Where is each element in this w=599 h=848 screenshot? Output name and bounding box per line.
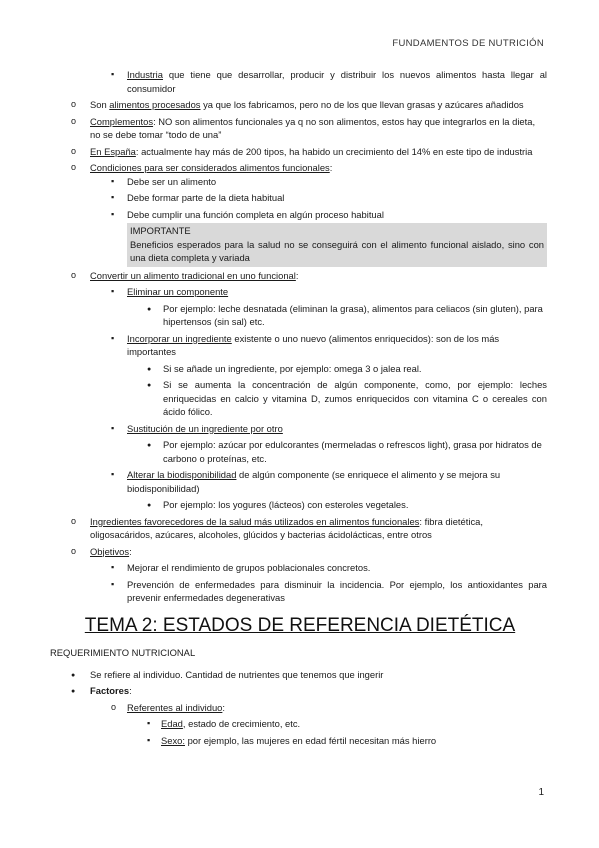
dot-bullet-icon: ● bbox=[147, 365, 152, 373]
list-item: ▪ Edad, estado de crecimiento, etc. bbox=[147, 718, 301, 729]
dot-bullet-icon: ● bbox=[147, 502, 152, 509]
square-bullet-icon: ▪ bbox=[111, 286, 115, 296]
list-item: o Ingredientes favorecedores de la salud más utilizados en alimentos funcionales: fibra dietética, oligosacáridos, azúcares, alcoholes, glúcidos y bacterias ácidolácticas, entre otros bbox=[71, 515, 483, 540]
square-bullet-icon: ▪ bbox=[111, 332, 115, 343]
list-item: ● Se refiere al individuo. Cantidad de nutrientes que tenemos que ingerir bbox=[53, 668, 547, 682]
list-item: o Convertir un alimento tradicional en uno funcional: bbox=[71, 269, 299, 281]
square-bullet-icon: ▪ bbox=[111, 469, 115, 479]
list-item: ● Por ejemplo: leche desnatada (eliminan la grasa), alimentos para celiacos (sin gluten), para hipertensos (sin sal) etc. bbox=[147, 302, 543, 327]
subsection-heading: REQUERIMIENTO NUTRICIONAL bbox=[50, 646, 196, 658]
square-bullet-icon: ▪ bbox=[111, 422, 115, 433]
importante-text: Beneficios esperados para la salud no se conseguirá con el alimento funcional aislado, sino con una dieta completa y variada bbox=[130, 238, 544, 263]
list-item: o Referentes al individuo: bbox=[111, 701, 225, 713]
page-content bbox=[50, 68, 547, 747]
dot-bullet-icon: ● bbox=[147, 305, 152, 313]
list-item: o Son alimentos procesados ya que los fabricamos, pero no de los que llevan grasas y azúcares añadidos bbox=[71, 99, 524, 110]
section-title: TEMA 2: ESTADOS DE REFERENCIA DIETÉTICA bbox=[84, 614, 516, 636]
importante-title: IMPORTANTE bbox=[130, 225, 191, 236]
dot-bullet-icon: ● bbox=[147, 382, 152, 389]
square-bullet-icon: ▪ bbox=[111, 69, 115, 79]
list-item: ▪ Debe formar parte de la dieta habitual bbox=[111, 192, 285, 203]
square-bullet-icon: ▪ bbox=[147, 734, 151, 745]
list-item: ● Si se aumenta la concentración de algún componente, como, por ejemplo: leches enriquecidas en calcio y vitamina D, zumos enriquecidos con vitamina C o cereales con ácido fólico. bbox=[147, 379, 547, 417]
circle-bullet-icon: o bbox=[111, 701, 117, 712]
list-item: o En España: actualmente hay más de 200 tipos, ha habido un crecimiento del 14% en este tipo de industria bbox=[71, 145, 533, 157]
list-item: o Objetivos: bbox=[71, 545, 132, 557]
list-item: ▪ Alterar la biodisponibilidad de algún componente (se enriquece el alimento y se mejora su biodisponibilidad) bbox=[111, 469, 501, 494]
list-item: ● Por ejemplo: los yogures (lácteos) con esteroles vegetales. bbox=[53, 498, 547, 512]
circle-bullet-icon: o bbox=[71, 162, 77, 172]
list-item: ▪ Eliminar un componente bbox=[111, 286, 229, 297]
dot-bullet-icon: ● bbox=[71, 671, 76, 679]
list-item: ● Si se añade un ingrediente, por ejemplo: omega 3 o jalea real. bbox=[53, 362, 547, 376]
square-bullet-icon: ▪ bbox=[111, 562, 115, 572]
list-item: ▪ Incorporar un ingrediente existente o uno nuevo (alimentos enriquecidos): son de los más importantes bbox=[111, 332, 500, 357]
circle-bullet-icon: o bbox=[71, 515, 77, 526]
circle-bullet-icon: o bbox=[71, 99, 77, 109]
square-bullet-icon: ▪ bbox=[111, 175, 115, 186]
list-item: ▪ Industria que tiene que desarrollar, producir y distribuir los nuevos alimentos hasta llegar al consumidor bbox=[111, 69, 547, 94]
circle-bullet-icon: o bbox=[71, 115, 77, 126]
square-bullet-icon: ▪ bbox=[111, 192, 115, 202]
list-item: ▪ Debe cumplir una función completa en algún proceso habitual bbox=[111, 208, 384, 220]
running-header: FUNDAMENTOS DE NUTRICIÓN bbox=[392, 38, 544, 49]
list-item: ● Factores: bbox=[53, 684, 547, 698]
list-item: ▪ Prevención de enfermedades para disminuir la incidencia. Por ejemplo, los antioxidantes para prevenir enfermedades degenerativas bbox=[111, 578, 547, 603]
importante-box bbox=[127, 223, 547, 267]
dot-bullet-icon: ● bbox=[71, 688, 76, 695]
dot-bullet-icon: ● bbox=[147, 442, 152, 449]
circle-bullet-icon: o bbox=[71, 145, 77, 156]
square-bullet-icon: ▪ bbox=[111, 578, 115, 589]
list-item: ● Por ejemplo: azúcar por edulcorantes (mermeladas o refrescos light), grasa por hidratos de carbono o proteínas, etc. bbox=[147, 439, 542, 464]
list-item: ▪ Sexo: por ejemplo, las mujeres en edad fértil necesitan más hierro bbox=[147, 734, 437, 746]
list-item: o Condiciones para ser considerados alimentos funcionales: bbox=[71, 162, 333, 173]
square-bullet-icon: ▪ bbox=[147, 718, 151, 728]
page-number: 1 bbox=[538, 787, 544, 798]
list-item: o Complementos: NO son alimentos funcionales ya q no son alimentos, estos hay que integrarlos en la dieta, no se debe tomar “todo de una” bbox=[71, 115, 536, 140]
circle-bullet-icon: o bbox=[71, 545, 77, 556]
list-item: ▪ Mejorar el rendimiento de grupos poblacionales concretos. bbox=[111, 562, 371, 573]
list-item: ▪ Debe ser un alimento bbox=[111, 175, 217, 187]
list-item: ▪ Sustitución de un ingrediente por otro bbox=[111, 422, 283, 434]
circle-bullet-icon: o bbox=[71, 269, 77, 280]
square-bullet-icon: ▪ bbox=[111, 208, 115, 219]
